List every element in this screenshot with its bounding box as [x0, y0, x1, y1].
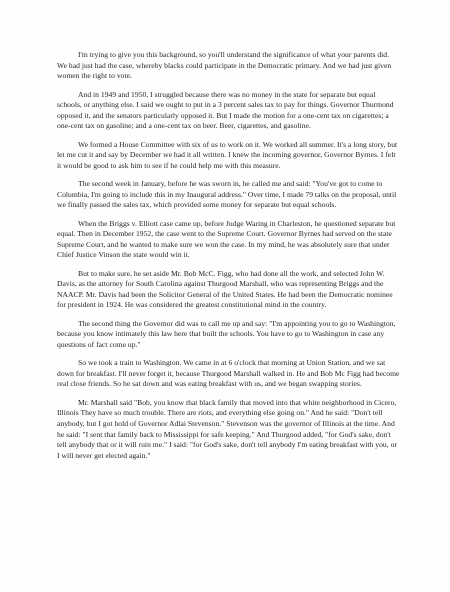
paragraph: And in 1949 and 1950, I struggled because there was no money in the state for separate but equal schools, or anything else. I said we ought to put in a 3 percent sales tax to pay for things. Governor Thurmond opposed it, and the senators particularly opposed it. But I made the motion for a one-cent tax on cigarettes; a one-cent tax on gasoline; and a one-cent tax on beer. Beer, cigarettes, and gasoline.	[57, 89, 394, 131]
paragraph: Mr. Marshall said "Bob, you know that black family that moved into that white neighborhood in Cicero, Illinois They have so much trouble. There are riots, and everything else going on." And he said: "Don't tell anybody, but I got hold of Governor Adlai Stevenson." Stevenson was the governor of Illinois at the time. And he said: "I sent that family back to Mississippi for safe keeping." And Thurgood added, "for God's sake, don't tell anybody that or it will ruin me." I said: "for God's sake, don't tell anybody I'm eating breakfast with you, or I will never get elected again."	[57, 397, 397, 460]
paragraph: So we took a train to Washington. We came in at 6 o'clock that morning at Union Station, and we sat down for breakfast. I'll never forget it, because Thurgood Marshall walked in. He and Bob Mc Figg had become real close friends. So he sat down and was eating breakfast with us, and we began swapping stories.	[57, 358, 400, 389]
paragraph: When the Briggs v. Elliott case came up, before Judge Waring in Charleston, he questioned separate but equal. Then in December 1952, the case went to the Supreme Court. Governor Byrnes had served on the state Supreme Court, and he wanted to make sure we won the case. In my mind, he was absolutely sure that under Chief Justice Vinson the state would win it.	[57, 218, 396, 260]
paragraph: The second thing the Governor did was to call me up and say: "I'm appointing you to go to Washington, because you know intimately this law here that built the schools. You have to go to Washington in case any questions of fact come up."	[57, 318, 396, 349]
paragraph: The second week in January, before he was sworn in, he called me and said: "You've got to come to Columbia, I'm going to include this in my Inaugural address." Over time, I made 79 talks on the proposal, until we finally passed the sales tax, which provided some money for separate but equal schools.	[57, 179, 397, 210]
paragraph: We formed a House Committee with six of us to work on it. We worked all summer. It's a long story, but let me cut it and say by December we had it all written. I knew the incoming governor, Governor Byrnes. I felt it would be good to ask him to see if he could help me with this measure.	[57, 139, 398, 170]
paragraph: I'm trying to give you this background, so you'll understand the significance of what your parents did. We had just had the case, whereby blacks could participate in the Democratic primary. And we had just given women the right to vote.	[57, 50, 392, 81]
paragraph: But to make sure, he set aside Mr. Bob McC. Figg, who had done all the work, and selected John W. Davis, as the attorney for South Carolina against Thurgood Marshall, who was representing Briggs and the NAACP. Mr. Davis had been the Solicitor General of the United States. He had been the Democratic nominee for president in 1924. He was considered the greatest constitutional mind in the country.	[57, 268, 393, 310]
